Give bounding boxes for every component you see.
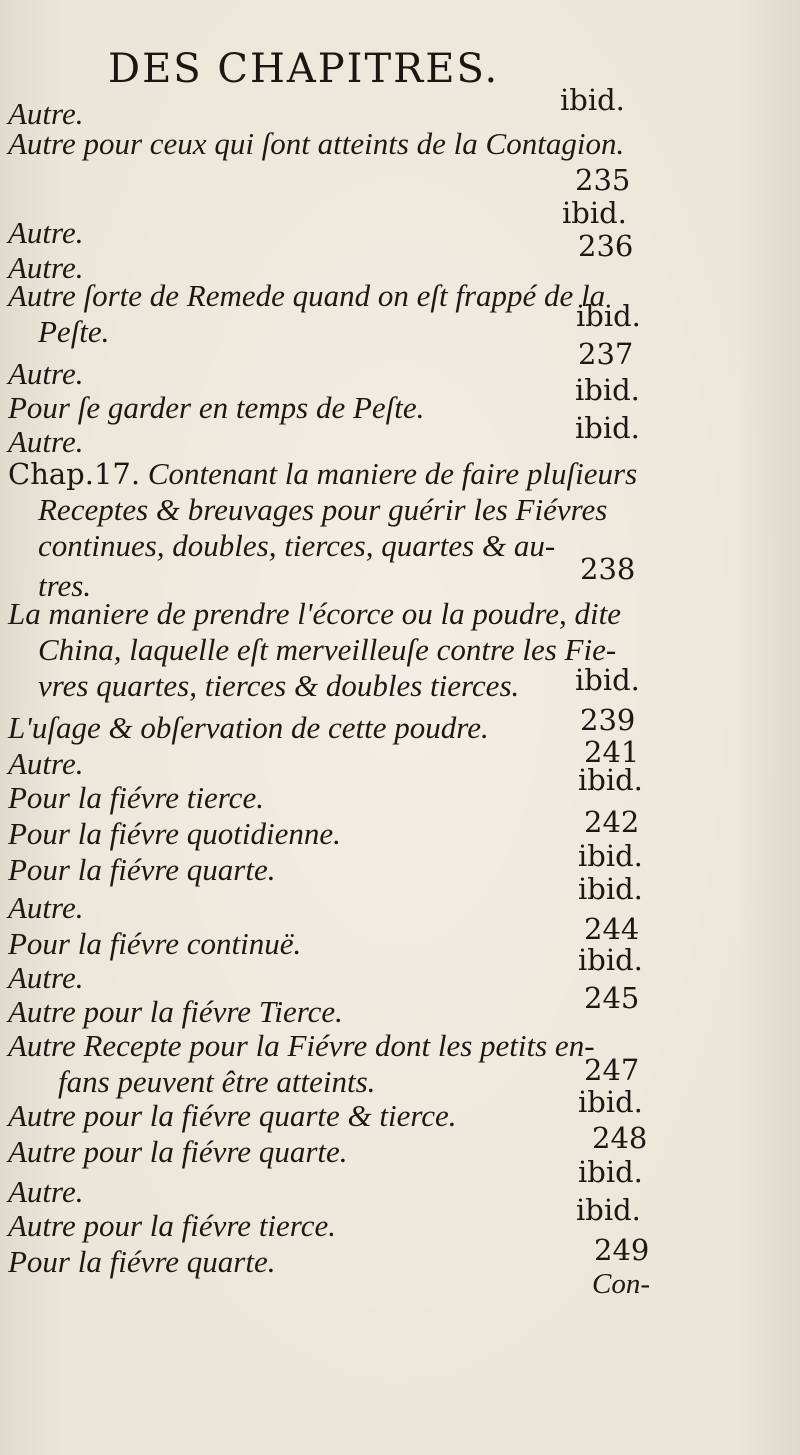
chapter-entry xyxy=(8,458,637,489)
catchword: Con- xyxy=(592,1268,650,1300)
toc-entry: Autre. xyxy=(8,1174,84,1209)
page-number: ibid. xyxy=(576,299,641,333)
toc-entry: Autre. xyxy=(8,424,84,459)
page-number: ibid. xyxy=(575,373,640,407)
page-number: ibid. xyxy=(575,663,640,697)
toc-entry: Autre ſorte de Remede quand on eſt frappé de la xyxy=(8,278,606,313)
page-number: 237 xyxy=(578,337,634,371)
toc-entry: Pour la fiévre tierce. xyxy=(8,780,264,815)
chapter-title: Contenant la maniere de faire pluſieurs xyxy=(147,456,638,491)
page-number: 249 xyxy=(594,1233,650,1267)
toc-entry: Autre pour la fiévre quarte & tierce. xyxy=(8,1098,457,1133)
page-number: 248 xyxy=(592,1121,648,1155)
toc-entry: Autre. xyxy=(8,960,84,995)
toc-entry: Autre. xyxy=(8,356,84,391)
toc-entry: continues, doubles, tierces, quartes & au- xyxy=(38,528,556,563)
page-number: ibid. xyxy=(578,943,643,977)
page-number: ibid. xyxy=(575,411,640,445)
toc-entry: Peſte. xyxy=(38,314,110,349)
page-number: 245 xyxy=(584,981,640,1015)
page-number: ibid. xyxy=(562,196,627,230)
page-number: ibid. xyxy=(560,83,625,117)
toc-entry: L'uſage & obſervation de cette poudre. xyxy=(8,710,489,745)
page-number: 247 xyxy=(584,1053,640,1087)
toc-entry: Autre. xyxy=(8,890,84,925)
toc-entry: Autre pour la fiévre Tierce. xyxy=(8,994,343,1029)
page-number: 235 xyxy=(575,163,631,197)
toc-entry: Pour la fiévre quotidienne. xyxy=(8,816,341,851)
page-number: ibid. xyxy=(578,839,643,873)
page-header: DES CHAPITRES. xyxy=(108,46,500,92)
toc-entry: Pour la fiévre continuë. xyxy=(8,926,302,961)
toc-entry: Autre Recepte pour la Fiévre dont les petits en- xyxy=(8,1028,595,1063)
toc-entry: Autre. xyxy=(8,215,84,250)
toc-entry: Autre pour ceux qui ſont atteints de la Contagion. xyxy=(8,126,625,161)
page-number: ibid. xyxy=(576,1193,641,1227)
page-number: 241 xyxy=(584,735,640,769)
toc-entry: La maniere de prendre l'écorce ou la poudre, dite xyxy=(8,596,621,631)
toc-entry: China, laquelle eſt merveilleuſe contre les Fie- xyxy=(38,632,617,667)
page-number: ibid. xyxy=(578,1085,643,1119)
toc-entry: Autre pour la fiévre quarte. xyxy=(8,1134,348,1169)
toc-entry: Pour ſe garder en temps de Peſte. xyxy=(8,390,425,425)
toc-entry: Autre pour la fiévre tierce. xyxy=(8,1208,336,1243)
page-number: ibid. xyxy=(578,1155,643,1189)
toc-entry: Receptes & breuvages pour guérir les Fiévres xyxy=(38,492,608,527)
toc-entry: vres quartes, tierces & doubles tierces. xyxy=(38,668,520,703)
page-number: 244 xyxy=(584,912,640,946)
toc-entry: Autre. xyxy=(8,250,84,285)
page-number: 242 xyxy=(584,805,640,839)
toc-entry: tres. xyxy=(38,568,92,603)
page-number: 236 xyxy=(578,229,634,263)
chapter-label: Chap.17. xyxy=(8,457,141,491)
toc-entry: Pour la fiévre quarte. xyxy=(8,1244,276,1279)
toc-entry: Pour la fiévre quarte. xyxy=(8,852,276,887)
toc-entry: Autre. xyxy=(8,746,84,781)
page-number: 239 xyxy=(580,703,636,737)
page-number: 238 xyxy=(580,552,636,586)
toc-entry: fans peuvent être atteints. xyxy=(58,1064,376,1099)
page-number: ibid. xyxy=(578,872,643,906)
page-number: ibid. xyxy=(578,763,643,797)
toc-entry: Autre. xyxy=(8,96,84,131)
